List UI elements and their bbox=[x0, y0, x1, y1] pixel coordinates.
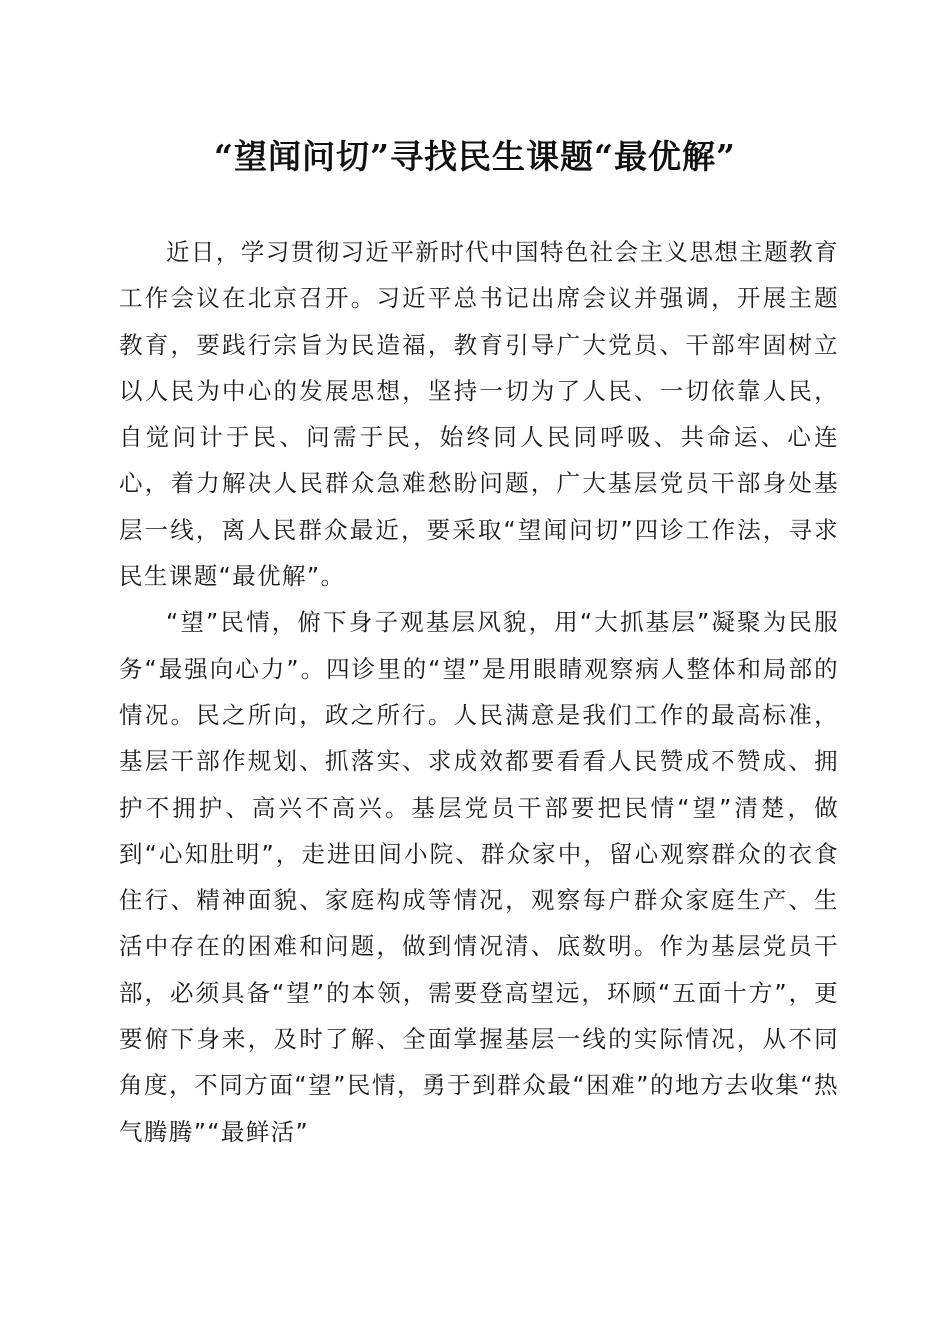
paragraph-wang: “望”民情，俯下身子观基层风貌，用“大抓基层”凝聚为民服务“最强向心力”。四诊里的“望”是用眼睛观察病人整体和局部的情况。民之所向，政之所行。人民满意是我们工作的最高标准，基层干部作规划、抓落实、求成效都要看看人民赞成不赞成、拥护不拥护、高兴不高兴。基层党员干部要把民情“望”清楚，做到“心知肚明”，走进田间小院、群众家中，留心观察群众的衣食住行、精神面貌、家庭构成等情况，观察每户群众家庭生产、生活中存在的困难和问题，做到情况清、底数明。作为基层党员干部，必须具备“望”的本领，需要登高望远，环顾“五面十方”，更要俯下身来，及时了解、全面掌握基层一线的实际情况，从不同角度，不同方面“望”民情，勇于到群众最“困难”的地方去收集“热气腾腾”“最鲜活” bbox=[119, 608, 839, 1146]
document-body bbox=[119, 229, 839, 1155]
document-title: “望闻问切”寻找民生课题“最优解” bbox=[214, 137, 736, 176]
paragraph-intro: 近日，学习贯彻习近平新时代中国特色社会主义思想主题教育工作会议在北京召开。习近平总书记出席会议并强调，开展主题教育，要践行宗旨为民造福，教育引导广大党员、干部牢固树立以人民为中心的发展思想，坚持一切为了人民、一切依靠人民，自觉问计于民、问需于民，始终同人民同呼吸、共命运、心连心，着力解决人民群众急难愁盼问题，广大基层党员干部身处基层一线，离人民群众最近，要采取“望闻问切”四诊工作法，寻求民生课题“最优解”。 bbox=[119, 238, 839, 591]
